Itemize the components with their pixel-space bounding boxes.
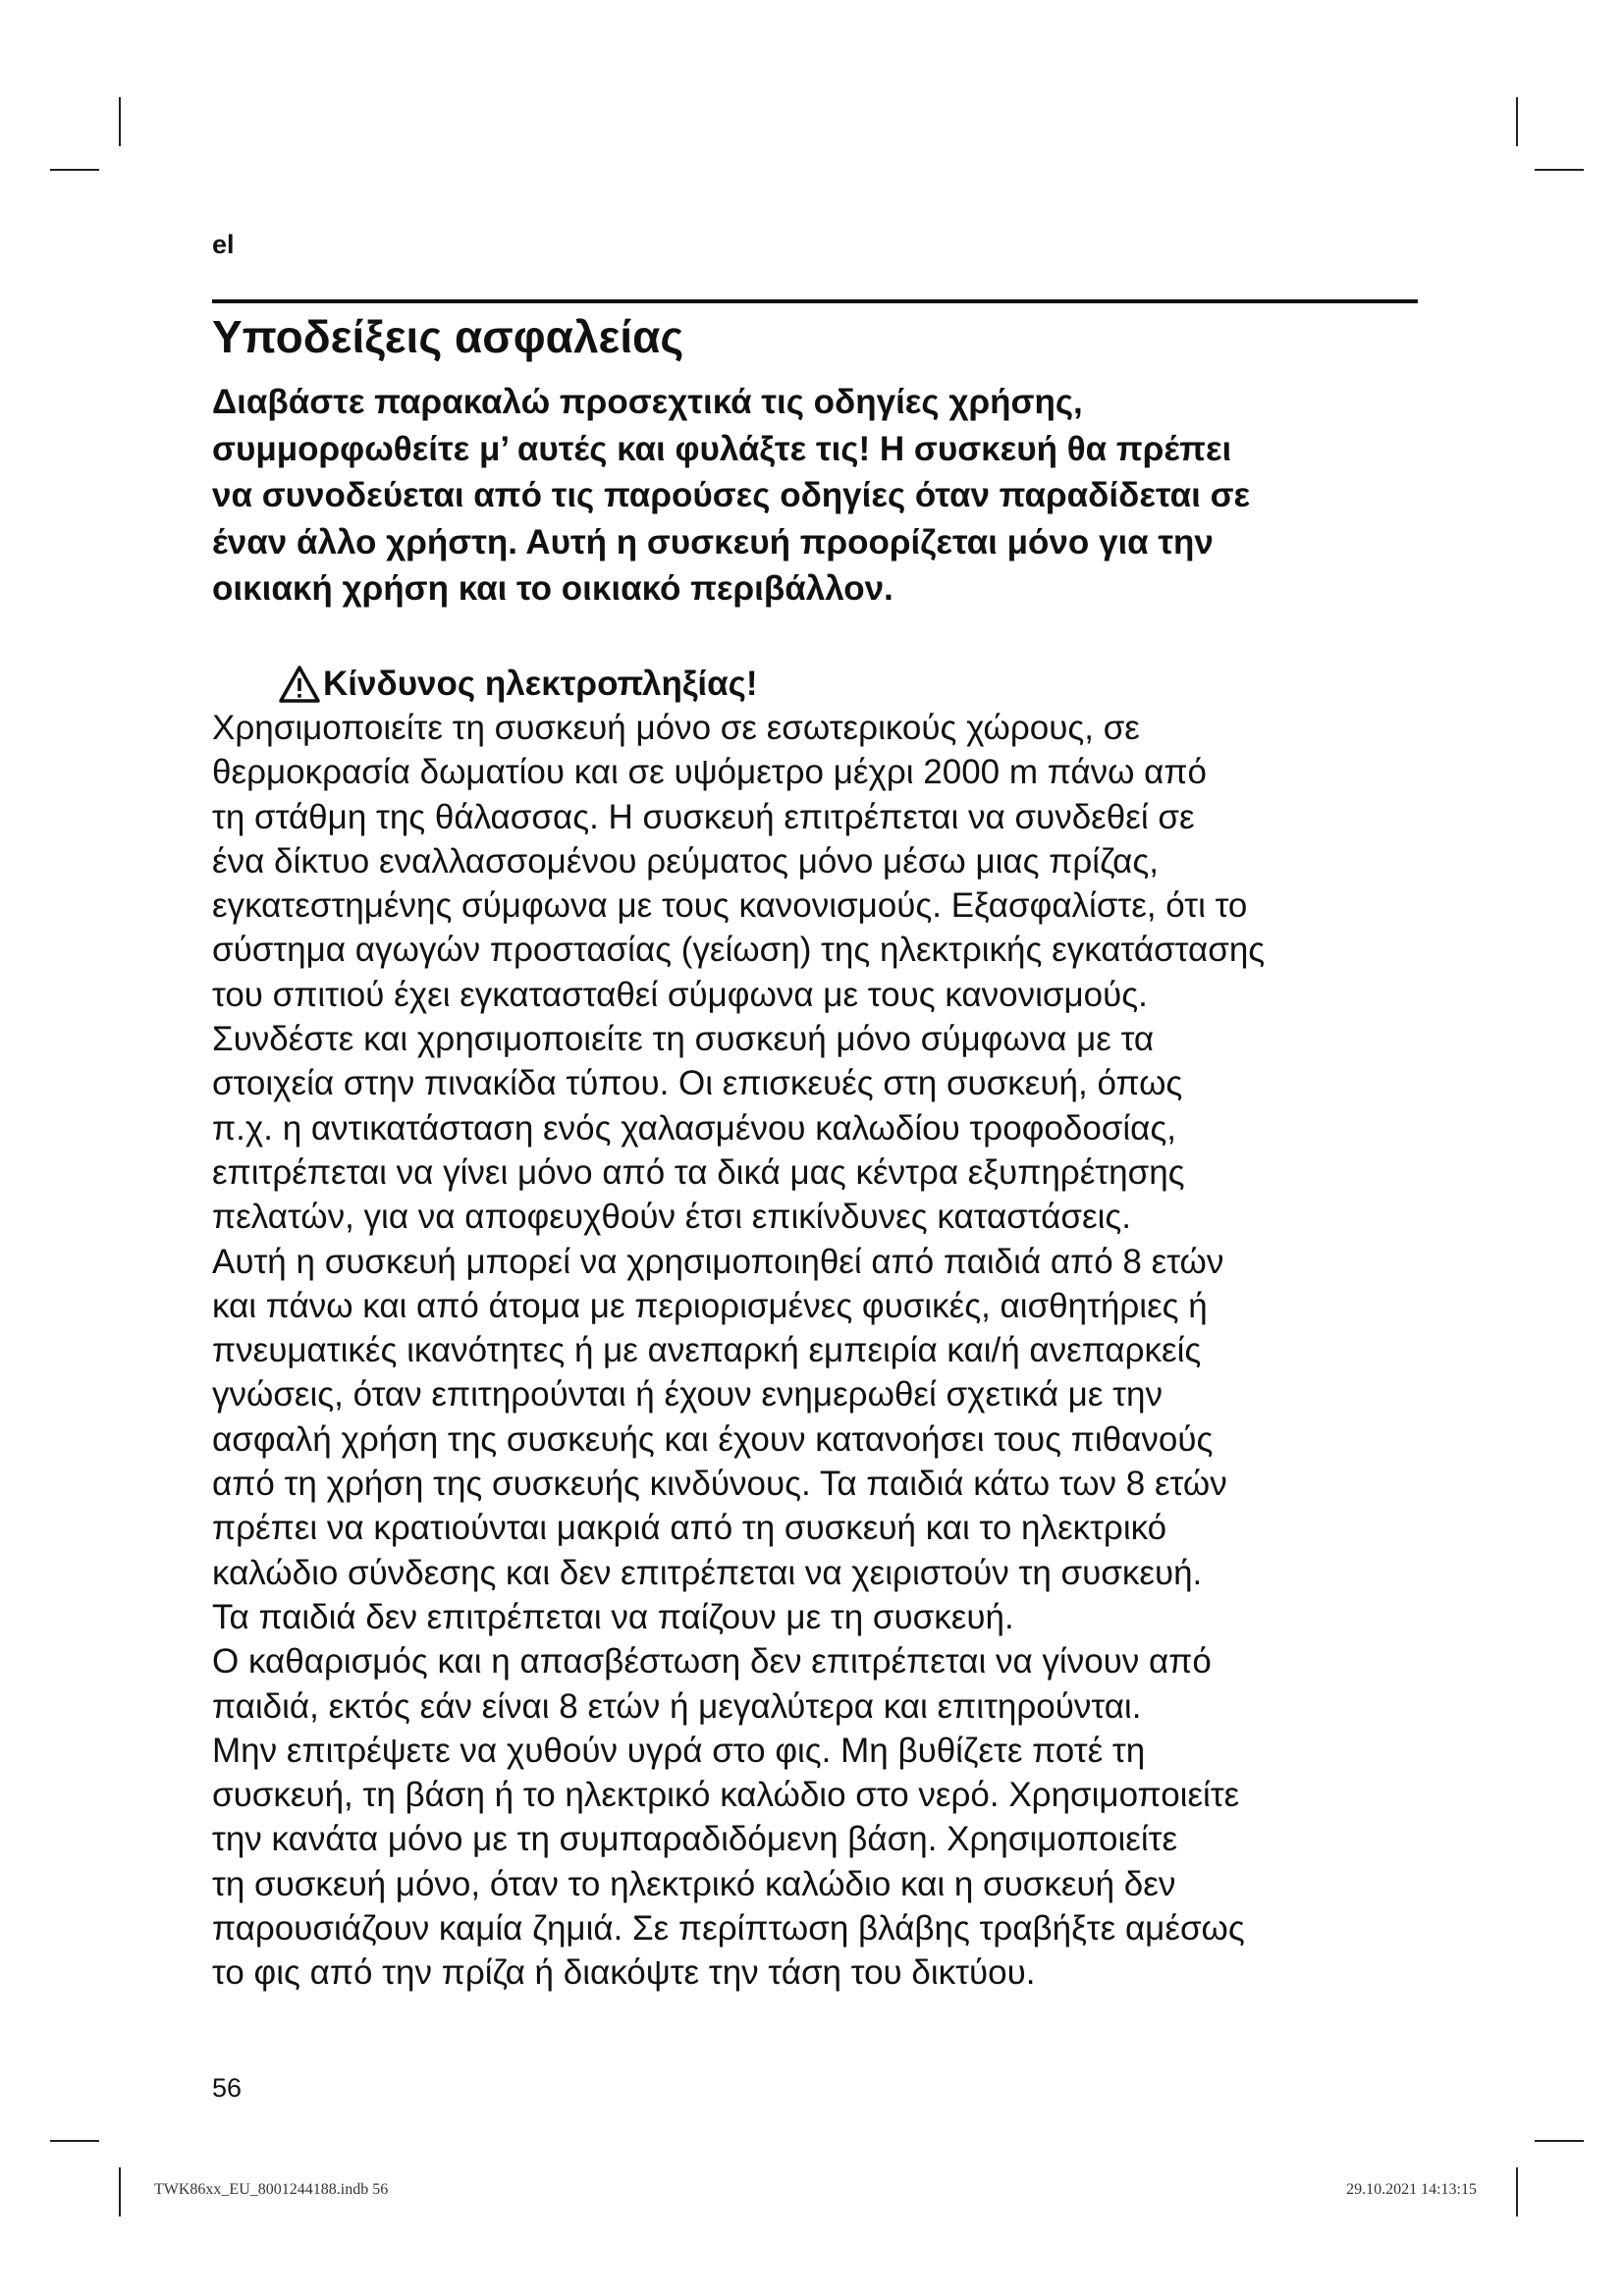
body-line: σύστημα αγωγών προστασίας (γείωση) της ηλεκτρικής εγκατάστασης xyxy=(212,931,1266,970)
body-line: συσκευή, τη βάση ή το ηλεκτρικό καλώδιο στο νερό. Χρησιμοποιείτε xyxy=(212,1776,1240,1815)
body-line: Ο καθαρισμός και η απασβέστωση δεν επιτρέπεται να γίνουν από xyxy=(212,1642,1212,1682)
section-title: Υποδείξεις ασφαλείας xyxy=(212,311,684,362)
section-rule xyxy=(212,299,1418,303)
body-line: Χρησιμοποιείτε τη συσκευή μόνο σε εσωτερικούς χώρους, σε xyxy=(212,709,1140,747)
crop-mark-bottom-left-vertical xyxy=(119,2167,121,2216)
body-line: Συνδέστε και χρησιμοποιείτε τη συσκευή μόνο σύμφωνα με τα xyxy=(212,1020,1155,1059)
body-line: Μην επιτρέψετε να χυθούν υγρά στο φις. Μη βυθίζετε ποτέ τη xyxy=(212,1731,1146,1770)
intro-paragraph xyxy=(212,379,1430,613)
crop-mark-top-right-horizontal xyxy=(1535,169,1584,171)
body-line: τη συσκευή μόνο, όταν το ηλεκτρικό καλώδιο και η συσκευή δεν xyxy=(212,1864,1176,1903)
body-line: από τη χρήση της συσκευής κινδύνους. Τα παιδιά κάτω των 8 ετών xyxy=(212,1465,1227,1504)
footer-file-name: TWK86xx_EU_8001244188.indb 56 xyxy=(154,2181,389,2198)
body-line: πελατών, για να αποφευχθούν έτσι επικίνδυνες καταστάσεις. xyxy=(212,1198,1131,1237)
body-line: την κανάτα μόνο με τη συμπαραδιδόμενη βάση. Χρησιμοποιείτε xyxy=(212,1820,1178,1859)
intro-line: συμμορφωθείτε μ’ αυτές και φυλάξτε τις! Η συσκευή θα πρέπει xyxy=(212,429,1232,468)
body-line: ένα δίκτυο εναλλασσομένου ρεύματος μόνο μέσω μιας πρίζας, xyxy=(212,841,1159,881)
body-line: Τα παιδιά δεν επιτρέπεται να παίζουν με τη συσκευή. xyxy=(212,1597,1014,1636)
body-line: παρουσιάζουν καμία ζημιά. Σε περίπτωση βλάβης τραβήξτε αμέσως xyxy=(212,1909,1245,1949)
crop-mark-bottom-right-horizontal xyxy=(1535,2140,1584,2142)
intro-line: να συνοδεύεται από τις παρούσες οδηγίες όταν παραδίδεται σε xyxy=(212,476,1251,514)
body-line: παιδιά, εκτός εάν είναι 8 ετών ή μεγαλύτερα και επιτηρούνται. xyxy=(212,1686,1142,1726)
body-line: καλώδιο σύνδεσης και δεν επιτρέπεται να χειριστούν τη συσκευή. xyxy=(212,1553,1203,1592)
body-line: π.χ. η αντικατάσταση ενός χαλασμένου καλωδίου τροφοδοσίας, xyxy=(212,1108,1176,1148)
crop-mark-top-left-horizontal xyxy=(50,169,99,171)
body-line: τη στάθμη της θάλασσας. Η συσκευή επιτρέπεται να συνδεθεί σε xyxy=(212,797,1195,836)
body-line: πρέπει να κρατιούνται μακριά από τη συσκευή και το ηλεκτρικό xyxy=(212,1509,1167,1548)
body-line: εγκατεστημένης σύμφωνα με τους κανονισμούς. Εξασφαλίστε, ότι το xyxy=(212,886,1248,926)
intro-line: έναν άλλο χρήστη. Αυτή η συσκευή προορίζεται μόνο για την xyxy=(212,522,1214,561)
warning-heading xyxy=(278,660,758,709)
body-line: πνευματικές ικανότητες ή με ανεπαρκή εμπειρία και/ή ανεπαρκείς xyxy=(212,1331,1202,1370)
warning-heading-text: Κίνδυνος ηλεκτροπληξίας! xyxy=(323,665,758,703)
body-line: επιτρέπεται να γίνει μόνο από τα δικά μας κέντρα εξυπηρέτησης xyxy=(212,1152,1185,1192)
crop-mark-bottom-right-vertical xyxy=(1516,2167,1518,2216)
body-paragraph xyxy=(212,706,1430,1996)
body-line: το φις από την πρίζα ή διακόψτε την τάση του δικτύου. xyxy=(212,1953,1036,1993)
body-line: και πάνω και από άτομα με περιορισμένες φυσικές, αισθητήριες ή xyxy=(212,1286,1208,1325)
footer-datetime: 29.10.2021 14:13:15 xyxy=(1346,2181,1477,2198)
body-line: γνώσεις, όταν επιτηρούνται ή έχουν ενημερωθεί σχετικά με την xyxy=(212,1375,1163,1415)
body-line: θερμοκρασία δωματίου και σε υψόμετρο μέχρι 2000 m πάνω από xyxy=(212,753,1208,792)
intro-line: Διαβάστε παρακαλώ προσεχτικά τις οδηγίες χρήσης, xyxy=(212,383,1083,421)
body-line: Αυτή η συσκευή μπορεί να χρησιμοποιηθεί από παιδιά από 8 ετών xyxy=(212,1242,1224,1281)
page-number: 56 xyxy=(212,2073,243,2103)
body-line: ασφαλή χρήση της συσκευής και έχουν κατανοήσει τους πιθανούς xyxy=(212,1419,1214,1459)
crop-mark-top-left-vertical xyxy=(119,97,121,146)
body-line: του σπιτιού έχει εγκατασταθεί σύμφωνα με τους κανονισμούς. xyxy=(212,975,1148,1014)
language-code: el xyxy=(212,230,235,259)
warning-triangle-icon xyxy=(278,665,321,704)
crop-mark-top-right-vertical xyxy=(1516,97,1518,146)
body-line: στοιχεία στην πινακίδα τύπου. Οι επισκευές στη συσκευή, όπως xyxy=(212,1064,1183,1103)
intro-line: οικιακή χρήση και το οικιακό περιβάλλον. xyxy=(212,569,893,608)
crop-mark-bottom-left-horizontal xyxy=(50,2140,99,2142)
